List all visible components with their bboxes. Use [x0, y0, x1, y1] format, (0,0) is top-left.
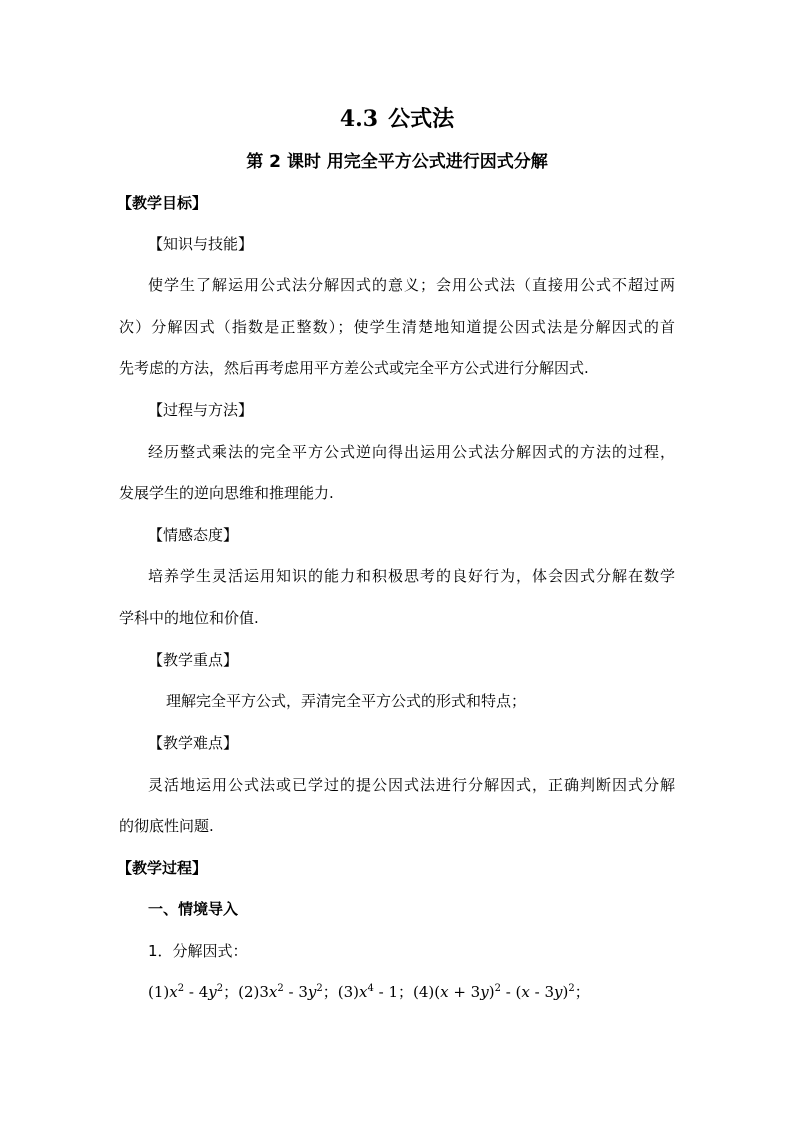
process-method-heading: 【过程与方法】 — [148, 401, 254, 419]
exercise-formulas: $(1)x^2 - 4y^2$；$(2)3x^2 - 3y^2$；$(3)x^4 - 1$；$(4)(x + 3y)^2 - (x - 3y)^2$； — [148, 983, 590, 1001]
process-method-text-line: 发展学生的逆向思维和推理能力. — [119, 484, 334, 502]
intro-heading: 一、情境导入 — [148, 900, 239, 918]
process-method-text-line: 经历整式乘法的完全平方公式逆向得出运用公式法分解因式的方法的过程， — [148, 443, 675, 461]
emotion-text-line: 培养学生灵活运用知识的能力和积极思考的良好行为，体会因式分解在数学 — [148, 567, 675, 585]
knowledge-text-line: 先考虑的方法，然后再考虑用平方差公式或完全平方公式进行分解因式. — [119, 359, 589, 377]
difficulty-text-line: 灵活地运用公式法或已学过的提公因式法进行分解因式，正确判断因式分解 — [148, 776, 675, 794]
knowledge-text-line: 次）分解因式（指数是正整数）；使学生清楚地知道提公因式法是分解因式的首 — [119, 318, 675, 336]
teaching-process-heading: 【教学过程】 — [117, 859, 208, 877]
objectives-heading: 【教学目标】 — [117, 194, 208, 212]
title-number: 4.3 — [339, 106, 379, 132]
page-title — [0, 104, 794, 135]
exercise-label: 1．分解因式： — [148, 942, 248, 960]
page-subtitle: 第 2 课时 用完全平方公式进行因式分解 — [246, 152, 548, 172]
key-point-text: 理解完全平方公式，弄清完全平方公式的形式和特点； — [166, 692, 527, 710]
key-point-heading: 【教学重点】 — [148, 651, 239, 669]
emotion-text-line: 学科中的地位和价值. — [119, 609, 259, 627]
knowledge-text-line: 使学生了解运用公式法分解因式的意义；会用公式法（直接用公式不超过两 — [148, 276, 675, 294]
title-text: 公式法 — [388, 107, 455, 132]
knowledge-heading: 【知识与技能】 — [148, 235, 254, 253]
difficulty-text-line: 的彻底性问题. — [119, 817, 214, 835]
difficulty-heading: 【教学难点】 — [148, 734, 239, 752]
emotion-heading: 【情感态度】 — [148, 526, 239, 544]
